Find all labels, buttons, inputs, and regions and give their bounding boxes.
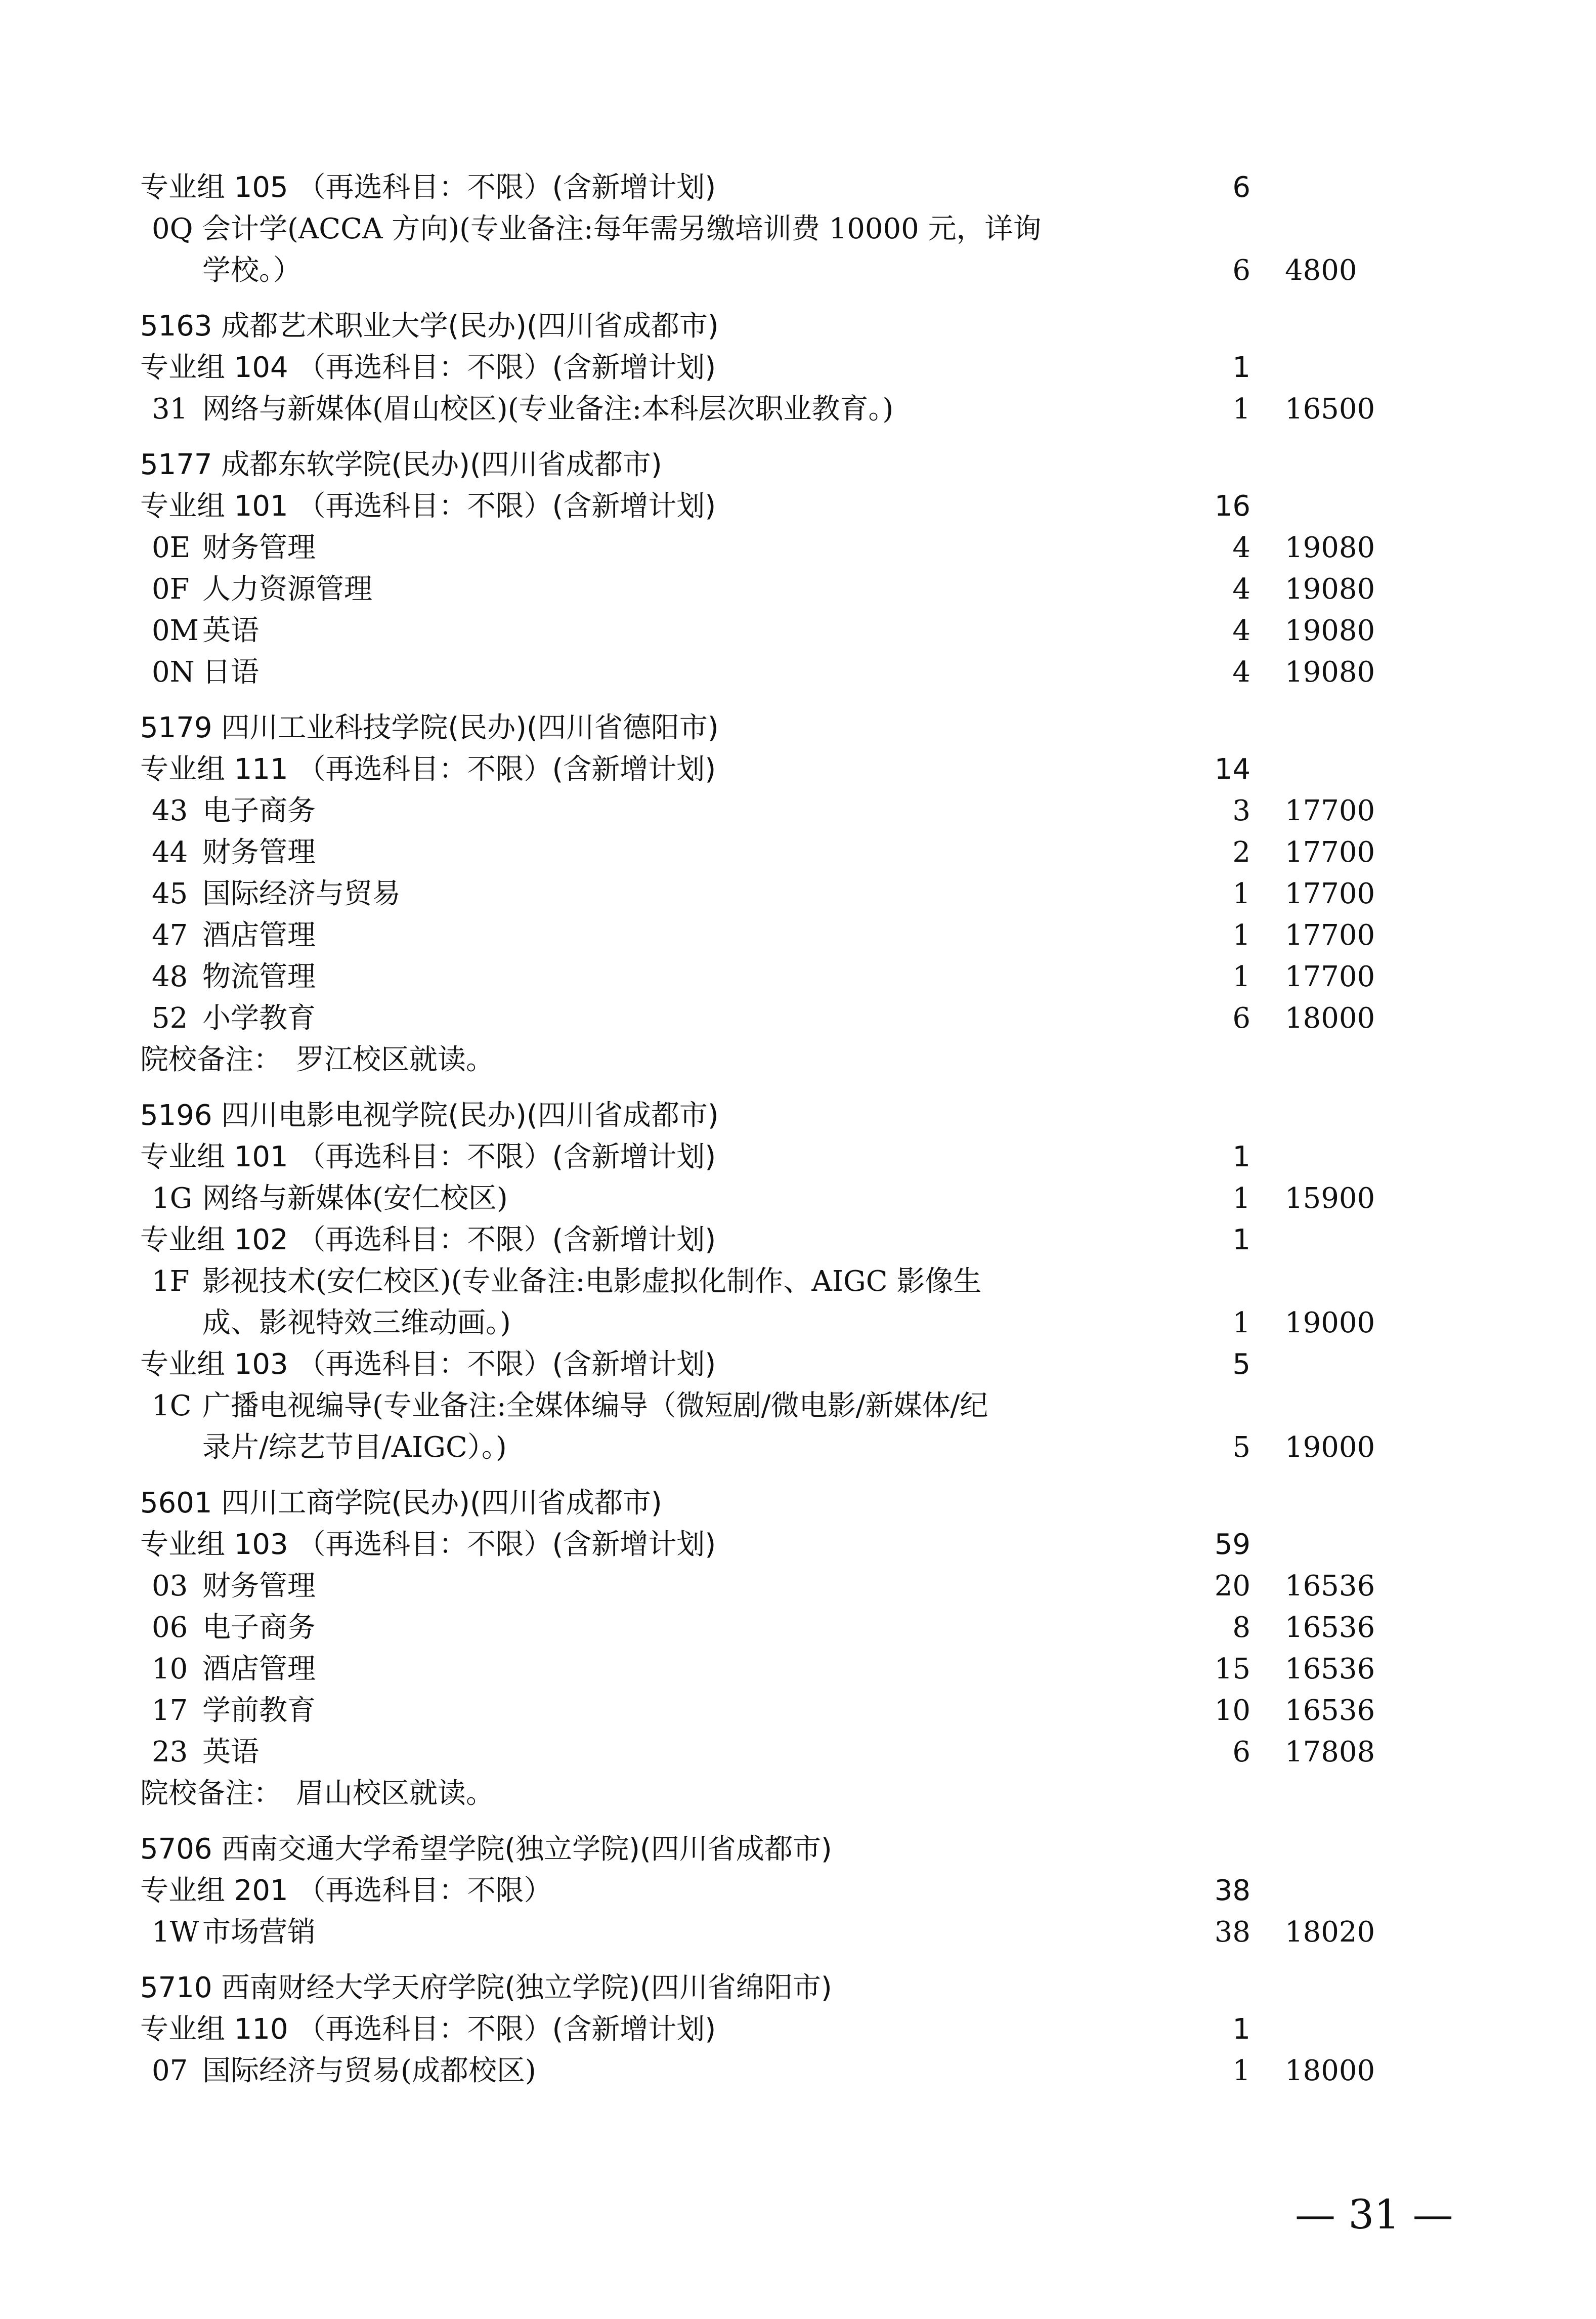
major-name: 市场营销 [202, 1916, 316, 1949]
school-title: 5177 成都东软学院(民办)(四川省成都市) [140, 448, 662, 481]
plan-count: 1 [1232, 1182, 1250, 1215]
major-row [0, 2050, 1596, 2092]
tuition-fee: 19000 [1285, 1306, 1375, 1339]
school-title: 5196 四川电影电视学院(民办)(四川省成都市) [140, 1099, 719, 1132]
group-title: 专业组 103 （再选科目：不限）(含新增计划) [140, 1528, 716, 1561]
major-code: 0N [152, 656, 195, 689]
group-title: 专业组 105 （再选科目：不限）(含新增计划) [140, 171, 716, 204]
major-name: 物流管理 [202, 960, 316, 993]
major-code: 0Q [152, 213, 193, 245]
plan-count: 1 [1232, 1306, 1250, 1339]
major-row [0, 610, 1596, 652]
major-name: 人力资源管理 [202, 573, 372, 606]
major-group-row [0, 1524, 1596, 1566]
major-group-row [0, 1136, 1596, 1178]
major-group-row [0, 749, 1596, 790]
tuition-fee: 17700 [1285, 877, 1375, 910]
major-name: 成、影视特效三维动画。) [202, 1306, 511, 1339]
page-number: — 31 — [1295, 2191, 1453, 2238]
major-row [0, 1690, 1596, 1732]
plan-count: 1 [1232, 351, 1250, 384]
plan-count: 6 [1232, 254, 1250, 287]
group-title: 专业组 111 （再选科目：不限）(含新增计划) [140, 753, 716, 786]
major-name: 网络与新媒体(眉山校区)(专业备注:本科层次职业教育。) [202, 393, 894, 426]
major-group-row [0, 1344, 1596, 1385]
tuition-fee: 16536 [1285, 1611, 1375, 1644]
major-name: 电子商务 [202, 794, 316, 827]
major-row [0, 1566, 1596, 1607]
major-name: 录片/综艺节目/AIGC）。) [202, 1431, 507, 1464]
major-row [0, 1732, 1596, 1773]
major-row [0, 956, 1596, 998]
major-name: 小学教育 [202, 1002, 316, 1035]
major-name: 学前教育 [202, 1694, 316, 1727]
plan-count: 4 [1232, 531, 1250, 564]
major-group-row [0, 1219, 1596, 1261]
note-label: 院校备注： [140, 1777, 282, 1810]
plan-count: 4 [1232, 656, 1250, 689]
note-text: 眉山校区就读。 [296, 1777, 494, 1810]
plan-count: 20 [1214, 1570, 1250, 1603]
school-title: 5601 四川工商学院(民办)(四川省成都市) [140, 1487, 662, 1520]
tuition-fee: 17700 [1285, 836, 1375, 869]
major-row [0, 832, 1596, 873]
school-title: 5706 西南交通大学希望学院(独立学院)(四川省成都市) [140, 1833, 832, 1866]
major-code: 0E [152, 531, 191, 564]
tuition-fee: 19080 [1285, 573, 1375, 606]
major-code: 10 [152, 1653, 188, 1685]
group-title: 专业组 103 （再选科目：不限）(含新增计划) [140, 1348, 716, 1381]
tuition-fee: 17700 [1285, 919, 1375, 952]
group-title: 专业组 110 （再选科目：不限）(含新增计划) [140, 2013, 716, 2046]
group-title: 专业组 101 （再选科目：不限）(含新增计划) [140, 1141, 716, 1173]
plan-count: 6 [1232, 1736, 1250, 1768]
school-header [0, 444, 1596, 486]
major-name: 广播电视编导(专业备注:全媒体编导（微短剧/微电影/新媒体/纪 [202, 1389, 988, 1422]
major-name: 财务管理 [202, 1570, 316, 1603]
major-code: 07 [152, 2054, 188, 2087]
plan-count: 15 [1214, 1653, 1250, 1685]
major-code: 23 [152, 1736, 188, 1768]
major-code: 1G [152, 1182, 193, 1215]
school-header [0, 1967, 1596, 2009]
plan-count: 1 [1232, 393, 1250, 426]
major-code: 1W [152, 1916, 199, 1949]
major-row [0, 790, 1596, 832]
plan-count: 14 [1214, 753, 1250, 786]
major-row [0, 1912, 1596, 1953]
major-name: 财务管理 [202, 531, 316, 564]
school-header [0, 1483, 1596, 1524]
group-title: 专业组 104 （再选科目：不限）(含新增计划) [140, 351, 716, 384]
major-row [0, 1649, 1596, 1690]
major-row [0, 527, 1596, 569]
major-code: 31 [152, 393, 188, 426]
school-note [0, 1773, 1596, 1815]
tuition-fee: 17808 [1285, 1736, 1375, 1768]
plan-count: 1 [1232, 877, 1250, 910]
major-group-row [0, 486, 1596, 527]
school-title: 5179 四川工业科技学院(民办)(四川省德阳市) [140, 711, 719, 744]
tuition-fee: 17700 [1285, 794, 1375, 827]
major-code: 52 [152, 1002, 188, 1035]
school-header [0, 1095, 1596, 1136]
plan-count: 2 [1232, 836, 1250, 869]
major-row [0, 1178, 1596, 1219]
major-name: 影视技术(安仁校区)(专业备注:电影虚拟化制作、AIGC 影像生 [202, 1265, 982, 1298]
major-code: 45 [152, 877, 188, 910]
school-header [0, 1829, 1596, 1870]
major-row [0, 915, 1596, 956]
school-note [0, 1039, 1596, 1081]
school-header [0, 707, 1596, 749]
major-group-row [0, 1870, 1596, 1912]
major-code: 03 [152, 1570, 188, 1603]
school-title: 5710 西南财经大学天府学院(独立学院)(四川省绵阳市) [140, 1971, 832, 2004]
plan-count: 38 [1214, 1874, 1250, 1907]
major-row [0, 1302, 1596, 1344]
plan-count: 1 [1232, 919, 1250, 952]
plan-count: 1 [1232, 2013, 1250, 2046]
plan-count: 1 [1232, 1224, 1250, 1256]
plan-count: 5 [1232, 1348, 1250, 1381]
plan-count: 3 [1232, 794, 1250, 827]
major-name: 网络与新媒体(安仁校区) [202, 1182, 508, 1215]
major-code: 06 [152, 1611, 188, 1644]
tuition-fee: 18000 [1285, 1002, 1375, 1035]
tuition-fee: 16500 [1285, 393, 1375, 426]
group-title: 专业组 101 （再选科目：不限）(含新增计划) [140, 490, 716, 523]
major-code: 47 [152, 919, 188, 952]
tuition-fee: 19080 [1285, 614, 1375, 647]
group-title: 专业组 201 （再选科目：不限） [140, 1874, 552, 1907]
major-row [0, 1261, 1596, 1302]
plan-count: 59 [1214, 1528, 1250, 1561]
major-name: 会计学(ACCA 方向)(专业备注:每年需另缴培训费 10000 元，详询 [202, 213, 1042, 245]
major-name: 财务管理 [202, 836, 316, 869]
tuition-fee: 18000 [1285, 2054, 1375, 2087]
plan-count: 4 [1232, 614, 1250, 647]
major-name: 英语 [202, 1736, 259, 1768]
major-name: 日语 [202, 656, 259, 689]
major-row [0, 873, 1596, 915]
plan-count: 1 [1232, 2054, 1250, 2087]
major-name: 酒店管理 [202, 1653, 316, 1685]
tuition-fee: 15900 [1285, 1182, 1375, 1215]
tuition-fee: 16536 [1285, 1570, 1375, 1603]
major-row [0, 569, 1596, 610]
note-label: 院校备注： [140, 1043, 282, 1076]
tuition-fee: 19080 [1285, 531, 1375, 564]
major-code: 0M [152, 614, 199, 647]
major-group-row [0, 2009, 1596, 2050]
major-name: 英语 [202, 614, 259, 647]
school-title: 5163 成都艺术职业大学(民办)(四川省成都市) [140, 310, 719, 343]
tuition-fee: 19080 [1285, 656, 1375, 689]
major-row [0, 1607, 1596, 1649]
note-text: 罗江校区就读。 [296, 1043, 494, 1076]
plan-count: 6 [1232, 171, 1250, 204]
tuition-fee: 16536 [1285, 1653, 1375, 1685]
tuition-fee: 16536 [1285, 1694, 1375, 1727]
major-code: 1C [152, 1389, 192, 1422]
tuition-fee: 4800 [1285, 254, 1357, 287]
group-title: 专业组 102 （再选科目：不限）(含新增计划) [140, 1224, 716, 1256]
major-code: 44 [152, 836, 188, 869]
major-code: 17 [152, 1694, 188, 1727]
plan-count: 8 [1232, 1611, 1250, 1644]
major-row [0, 1427, 1596, 1468]
major-row [0, 998, 1596, 1039]
plan-count: 6 [1232, 1002, 1250, 1035]
plan-count: 10 [1214, 1694, 1250, 1727]
major-code: 43 [152, 794, 188, 827]
tuition-fee: 18020 [1285, 1916, 1375, 1949]
major-group-row [0, 347, 1596, 389]
school-header [0, 306, 1596, 347]
major-row [0, 652, 1596, 693]
major-row [0, 208, 1596, 250]
major-code: 1F [152, 1265, 190, 1298]
plan-count: 5 [1232, 1431, 1250, 1464]
major-name: 电子商务 [202, 1611, 316, 1644]
major-name: 学校。） [202, 254, 301, 287]
plan-count: 4 [1232, 573, 1250, 606]
tuition-fee: 17700 [1285, 960, 1375, 993]
major-code: 0F [152, 573, 190, 606]
major-row [0, 1385, 1596, 1427]
major-row [0, 389, 1596, 430]
plan-count: 16 [1214, 490, 1250, 523]
plan-count: 1 [1232, 960, 1250, 993]
major-code: 48 [152, 960, 188, 993]
tuition-fee: 19000 [1285, 1431, 1375, 1464]
plan-count: 1 [1232, 1141, 1250, 1173]
major-group-row [0, 167, 1596, 208]
major-row [0, 250, 1596, 291]
major-name: 酒店管理 [202, 919, 316, 952]
major-name: 国际经济与贸易 [202, 877, 401, 910]
major-name: 国际经济与贸易(成都校区) [202, 2054, 536, 2087]
plan-count: 38 [1214, 1916, 1250, 1949]
